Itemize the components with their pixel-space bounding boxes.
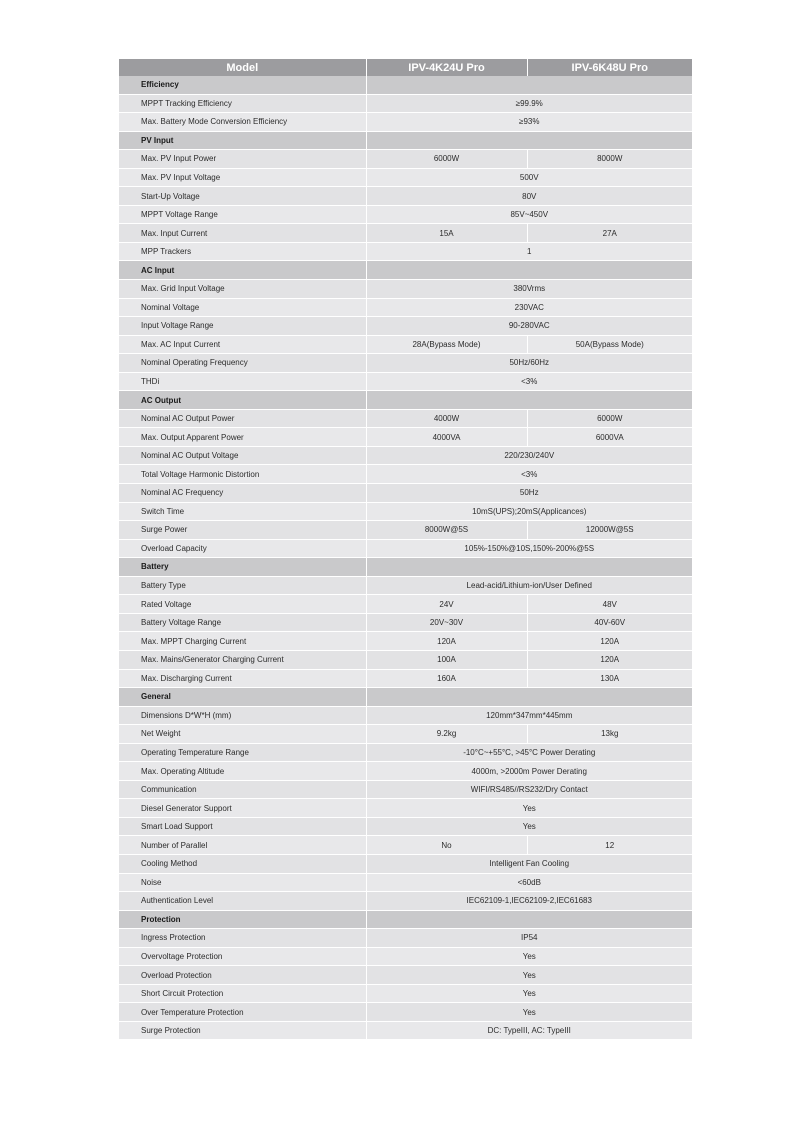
table-row <box>119 780 692 799</box>
table-row <box>119 836 692 855</box>
table-row <box>119 298 692 317</box>
table-row <box>119 576 692 595</box>
spec-label: Nominal AC Output Power <box>119 409 366 428</box>
spec-value-4k: 100A <box>366 650 527 669</box>
spec-value-shared: Lead-acid/Lithium-ion/User Defined <box>366 576 692 595</box>
spec-label: Max. Discharging Current <box>119 669 366 688</box>
spec-label: Surge Protection <box>119 1021 366 1040</box>
spec-value-shared: <3% <box>366 372 692 391</box>
table-row <box>119 613 692 632</box>
spec-label: Max. MPPT Charging Current <box>119 632 366 651</box>
spec-value-6k: 13kg <box>527 725 692 744</box>
section-header-row <box>119 261 692 280</box>
spec-label: Max. PV Input Power <box>119 150 366 169</box>
spec-label: Max. Mains/Generator Charging Current <box>119 650 366 669</box>
table-row <box>119 873 692 892</box>
spec-label: Net Weight <box>119 725 366 744</box>
section-header-row <box>119 131 692 150</box>
spec-value-4k: 6000W <box>366 150 527 169</box>
header-model: Model <box>119 59 366 76</box>
spec-value-shared: IEC62109-1,IEC62109-2,IEC61683 <box>366 892 692 911</box>
spec-value-6k: 120A <box>527 650 692 669</box>
spec-value-6k: 27A <box>527 224 692 243</box>
spec-label: Max. Output Apparent Power <box>119 428 366 447</box>
spec-label: Max. Grid Input Voltage <box>119 280 366 299</box>
spec-value-4k: 15A <box>366 224 527 243</box>
spec-label: Authentication Level <box>119 892 366 911</box>
table-row <box>119 725 692 744</box>
section-title: General <box>119 688 366 707</box>
section-title: Efficiency <box>119 76 366 94</box>
spec-value-6k: 50A(Bypass Mode) <box>527 335 692 354</box>
spec-label: Number of Parallel <box>119 836 366 855</box>
spec-value-shared: Yes <box>366 1003 692 1022</box>
spec-label: THDi <box>119 372 366 391</box>
header-model-4k: IPV-4K24U Pro <box>366 59 527 76</box>
table-row <box>119 669 692 688</box>
section-title: PV Input <box>119 131 366 150</box>
spec-value-shared: 90-280VAC <box>366 317 692 336</box>
spec-value-6k: 40V-60V <box>527 613 692 632</box>
table-row <box>119 205 692 224</box>
spec-value-shared: Intelligent Fan Cooling <box>366 854 692 873</box>
spec-label: Communication <box>119 780 366 799</box>
spec-value-shared: ≥99.9% <box>366 94 692 113</box>
spec-value-shared: Yes <box>366 966 692 985</box>
spec-value-shared: Yes <box>366 984 692 1003</box>
spec-label: Surge Power <box>119 521 366 540</box>
spec-label: Nominal AC Frequency <box>119 484 366 503</box>
spec-value-6k: 48V <box>527 595 692 614</box>
spec-value-shared: ≥93% <box>366 113 692 132</box>
spec-label: Overload Protection <box>119 966 366 985</box>
spec-value-4k: 28A(Bypass Mode) <box>366 335 527 354</box>
spec-value-shared: WIFI/RS485//RS232/Dry Contact <box>366 780 692 799</box>
table-row <box>119 762 692 781</box>
table-row <box>119 521 692 540</box>
table-row <box>119 187 692 206</box>
spec-value-6k: 12 <box>527 836 692 855</box>
spec-value-shared: <60dB <box>366 873 692 892</box>
table-row <box>119 854 692 873</box>
spec-value-shared: 105%-150%@10S,150%-200%@5S <box>366 539 692 558</box>
header-model-6k: IPV-6K48U Pro <box>527 59 692 76</box>
spec-label: Diesel Generator Support <box>119 799 366 818</box>
table-row <box>119 632 692 651</box>
section-header-row <box>119 391 692 410</box>
spec-value-shared: 85V~450V <box>366 205 692 224</box>
spec-label: Max. AC Input Current <box>119 335 366 354</box>
table-row <box>119 150 692 169</box>
section-fill <box>366 76 692 94</box>
spec-label: Max. Battery Mode Conversion Efficiency <box>119 113 366 132</box>
table-row <box>119 94 692 113</box>
spec-label: MPPT Voltage Range <box>119 205 366 224</box>
section-header-row <box>119 910 692 929</box>
spec-value-6k: 12000W@5S <box>527 521 692 540</box>
spec-value-shared: 10mS(UPS);20mS(Applicances) <box>366 502 692 521</box>
table-body <box>119 76 692 1040</box>
spec-label: Nominal Operating Frequency <box>119 354 366 373</box>
table-row <box>119 502 692 521</box>
spec-label: Noise <box>119 873 366 892</box>
table-row <box>119 929 692 948</box>
spec-label: Operating Temperature Range <box>119 743 366 762</box>
spec-value-shared: 500V <box>366 168 692 187</box>
table-header-row <box>119 59 692 76</box>
spec-value-shared: -10°C~+55°C, >45°C Power Derating <box>366 743 692 762</box>
spec-label: Battery Type <box>119 576 366 595</box>
spec-value-shared: 4000m, >2000m Power Derating <box>366 762 692 781</box>
spec-value-4k: 20V~30V <box>366 613 527 632</box>
spec-label: Max. PV Input Voltage <box>119 168 366 187</box>
table-row <box>119 446 692 465</box>
table-row <box>119 743 692 762</box>
spec-value-shared: 1 <box>366 242 692 261</box>
table-row <box>119 595 692 614</box>
table-row <box>119 409 692 428</box>
spec-value-4k: 8000W@5S <box>366 521 527 540</box>
spec-value-4k: 160A <box>366 669 527 688</box>
spec-table <box>119 59 692 1040</box>
spec-label: Nominal Voltage <box>119 298 366 317</box>
table-row <box>119 168 692 187</box>
spec-label: MPPT Tracking Efficiency <box>119 94 366 113</box>
spec-value-shared: 50Hz <box>366 484 692 503</box>
spec-value-shared: <3% <box>366 465 692 484</box>
spec-label: MPP Trackers <box>119 242 366 261</box>
section-title: AC Input <box>119 261 366 280</box>
spec-value-4k: 120A <box>366 632 527 651</box>
table-row <box>119 372 692 391</box>
section-title: AC Output <box>119 391 366 410</box>
section-fill <box>366 261 692 280</box>
spec-value-6k: 130A <box>527 669 692 688</box>
spec-value-6k: 8000W <box>527 150 692 169</box>
spec-value-6k: 6000VA <box>527 428 692 447</box>
spec-value-shared: 80V <box>366 187 692 206</box>
section-header-row <box>119 688 692 707</box>
table-row <box>119 113 692 132</box>
section-header-row <box>119 558 692 577</box>
spec-value-shared: Yes <box>366 947 692 966</box>
spec-label: Start-Up Voltage <box>119 187 366 206</box>
table-row <box>119 317 692 336</box>
section-title: Protection <box>119 910 366 929</box>
spec-label: Battery Voltage Range <box>119 613 366 632</box>
table-row <box>119 984 692 1003</box>
table-row <box>119 1003 692 1022</box>
table-row <box>119 242 692 261</box>
spec-label: Total Voltage Harmonic Distortion <box>119 465 366 484</box>
section-title: Battery <box>119 558 366 577</box>
table-row <box>119 354 692 373</box>
spec-value-6k: 120A <box>527 632 692 651</box>
table-row <box>119 428 692 447</box>
spec-label: Nominal AC Output Voltage <box>119 446 366 465</box>
spec-value-shared: 380Vrms <box>366 280 692 299</box>
spec-value-4k: 4000VA <box>366 428 527 447</box>
table-row <box>119 817 692 836</box>
spec-label: Switch Time <box>119 502 366 521</box>
section-fill <box>366 688 692 707</box>
spec-label: Input Voltage Range <box>119 317 366 336</box>
spec-value-4k: 24V <box>366 595 527 614</box>
spec-value-4k: No <box>366 836 527 855</box>
section-fill <box>366 910 692 929</box>
table-row <box>119 966 692 985</box>
table-row <box>119 539 692 558</box>
spec-value-4k: 4000W <box>366 409 527 428</box>
spec-label: Overload Capacity <box>119 539 366 558</box>
spec-value-shared: IP54 <box>366 929 692 948</box>
spec-value-4k: 9.2kg <box>366 725 527 744</box>
section-fill <box>366 558 692 577</box>
section-header-row <box>119 76 692 94</box>
spec-label: Short Circuit Protection <box>119 984 366 1003</box>
table-row <box>119 650 692 669</box>
spec-value-shared: 50Hz/60Hz <box>366 354 692 373</box>
spec-value-shared: 230VAC <box>366 298 692 317</box>
table-row <box>119 224 692 243</box>
section-fill <box>366 131 692 150</box>
spec-label: Smart Load Support <box>119 817 366 836</box>
table-row <box>119 335 692 354</box>
spec-value-shared: 120mm*347mm*445mm <box>366 706 692 725</box>
spec-value-shared: DC: TypeIII, AC: TypeIII <box>366 1021 692 1040</box>
spec-label: Dimensions D*W*H (mm) <box>119 706 366 725</box>
spec-value-shared: 220/230/240V <box>366 446 692 465</box>
spec-label: Max. Input Current <box>119 224 366 243</box>
table-row <box>119 947 692 966</box>
spec-label: Over Temperature Protection <box>119 1003 366 1022</box>
table-row <box>119 465 692 484</box>
table-row <box>119 484 692 503</box>
table-row <box>119 799 692 818</box>
table-row <box>119 706 692 725</box>
spec-value-shared: Yes <box>366 799 692 818</box>
spec-label: Max. Operating Altitude <box>119 762 366 781</box>
spec-value-shared: Yes <box>366 817 692 836</box>
spec-label: Rated Voltage <box>119 595 366 614</box>
spec-value-6k: 6000W <box>527 409 692 428</box>
spec-label: Ingress Protection <box>119 929 366 948</box>
spec-label: Cooling Method <box>119 854 366 873</box>
table-row <box>119 1021 692 1040</box>
spec-label: Overvoltage Protection <box>119 947 366 966</box>
table-row <box>119 892 692 911</box>
table-row <box>119 280 692 299</box>
section-fill <box>366 391 692 410</box>
